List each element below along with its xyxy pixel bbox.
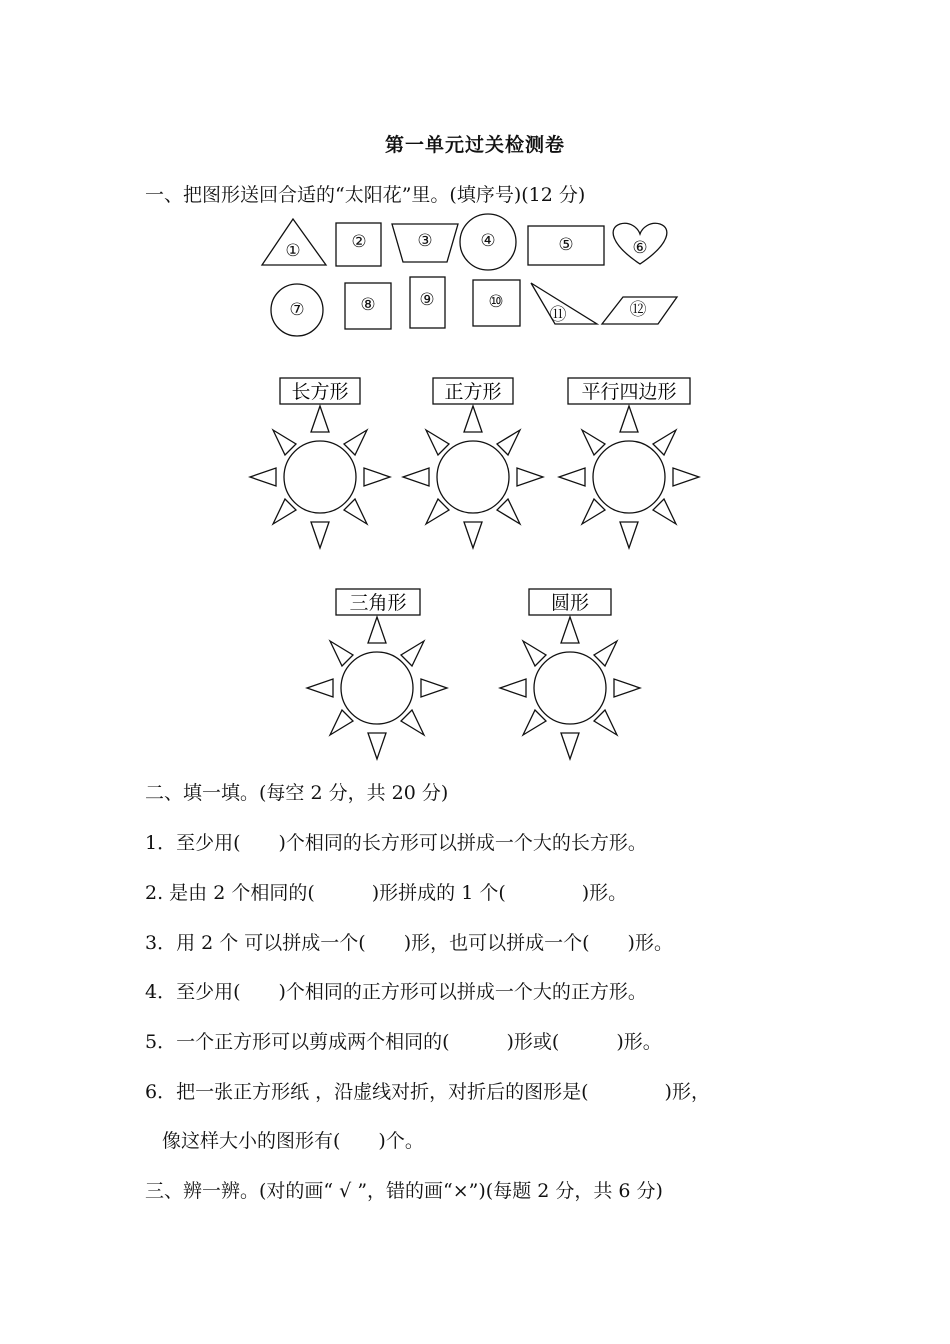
shape-number: ⑫ [629, 300, 647, 320]
question-6: 6．把一张正方形纸 ，沿虚线对折，对折后的图形是( )形， [145, 1081, 710, 1103]
sun-label: 圆形 [550, 592, 590, 614]
shape-number: ⑧ [360, 295, 376, 315]
shape-number: ⑦ [289, 300, 305, 320]
shape-number: ⑩ [488, 292, 504, 312]
question-4: 4．至少用( )个相同的正方形可以拼成一个大的正方形。 [145, 981, 647, 1003]
question-1: 1．至少用( )个相同的长方形可以拼成一个大的长方形。 [145, 832, 647, 854]
sun-label: 平行四边形 [581, 381, 677, 403]
sun-flower-square [403, 406, 543, 548]
sun-flower-parallelogram [559, 406, 699, 548]
question-5: 5．一个正方形可以剪成两个相同的( )形或( )形。 [145, 1031, 662, 1053]
shape-number: ① [285, 241, 301, 261]
shape-number: ⑨ [419, 290, 435, 310]
question-2: 2. 是由 2 个相同的( )形拼成的 1 个( )形。 [145, 882, 628, 904]
shape-number: ⑪ [549, 305, 567, 325]
shape-number: ④ [480, 231, 496, 251]
section2-heading: 二、填一填。(每空 2 分，共 20 分) [145, 782, 449, 804]
sun-flower-circle [500, 617, 640, 759]
question-3: 3．用 2 个 可以拼成一个( )形，也可以拼成一个( )形。 [145, 932, 673, 954]
shape-number: ③ [417, 231, 433, 251]
shape-number: ② [351, 232, 367, 252]
sun-flower-rectangle [250, 406, 390, 548]
sun-label: 三角形 [349, 592, 407, 614]
section3-heading: 三、辨一辨。(对的画“ √ ”，错的画“×”)(每题 2 分，共 6 分) [145, 1180, 663, 1202]
shape-number: ⑤ [558, 235, 574, 255]
sun-label: 正方形 [444, 381, 502, 403]
shape-number: ⑥ [632, 238, 648, 258]
sun-flower-triangle [307, 617, 447, 759]
page-title: 第一单元过关检测卷 [384, 134, 565, 156]
sun-label: 长方形 [291, 381, 349, 403]
section1-heading: 一、把图形送回合适的“太阳花”里。(填序号)(12 分) [145, 184, 586, 206]
question-6-continued: 像这样大小的图形有( )个。 [162, 1130, 424, 1152]
